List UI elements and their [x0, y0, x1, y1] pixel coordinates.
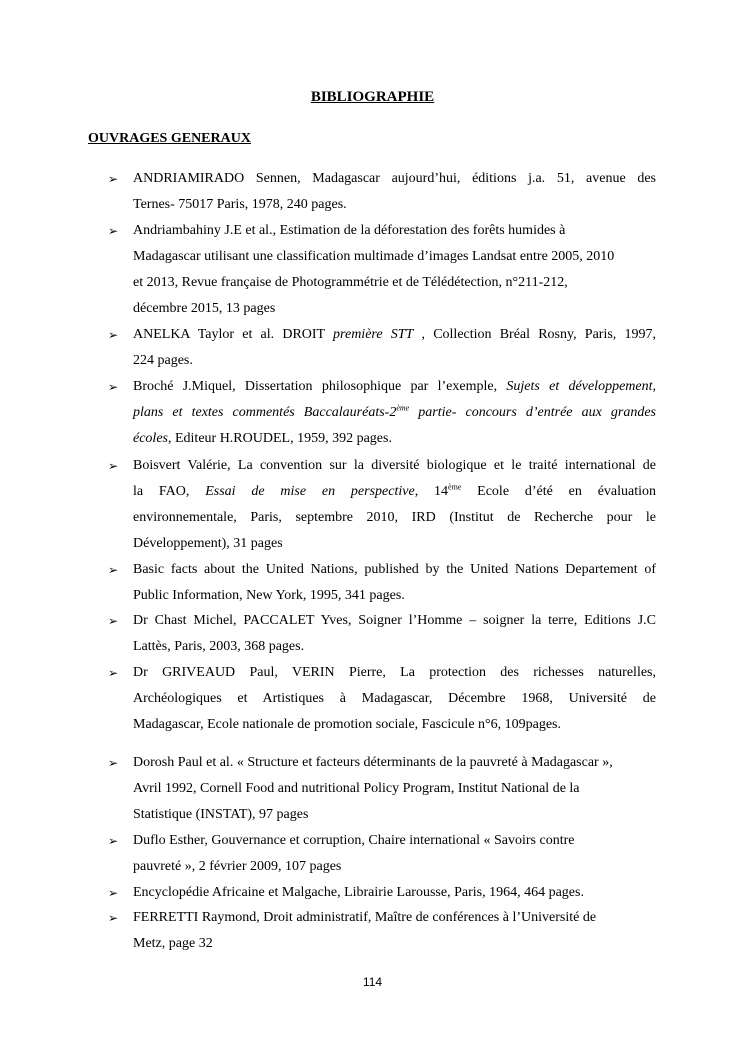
- entry-line: Boisvert Valérie, La convention sur la diversité biologique et le traité international de: [133, 458, 656, 473]
- page-title: BIBLIOGRAPHIE: [310, 89, 435, 105]
- bibliography-entry: [108, 880, 656, 906]
- entry-line: la FAO, Essai de mise en perspective, 14ème Ecole d’été en évaluation: [133, 482, 657, 499]
- arrow-bullet-icon: ➢: [108, 886, 119, 900]
- entry-line: Archéologiques et Artistiques à Madagascar, Décembre 1968, Université de: [133, 691, 656, 706]
- entry-line: Broché J.Miquel, Dissertation philosophique par l’exemple, Sujets et développement,: [133, 379, 656, 394]
- entry-line: Duflo Esther, Gouvernance et corruption, Chaire international « Savoirs contre: [133, 833, 575, 848]
- bibliography-entry: [108, 557, 656, 609]
- bibliography-entry: [108, 166, 656, 218]
- section-heading: OUVRAGES GENERAUX: [88, 131, 251, 146]
- entry-line: Dr Chast Michel, PACCALET Yves, Soigner l’Homme – soigner la terre, Editions J.C: [133, 613, 656, 628]
- bibliography-entry: [108, 453, 656, 557]
- bibliography-entry: [108, 828, 656, 880]
- arrow-bullet-icon: ➢: [108, 380, 119, 394]
- page-number: 114: [362, 975, 383, 989]
- entry-line: FERRETTI Raymond, Droit administratif, Maître de conférences à l’Université de: [133, 910, 597, 925]
- entry-line: environnementale, Paris, septembre 2010, IRD (Institut de Recherche pour le: [133, 510, 656, 525]
- arrow-bullet-icon: ➢: [108, 911, 119, 925]
- arrow-bullet-icon: ➢: [108, 459, 119, 473]
- bibliography-entry: [108, 322, 656, 374]
- bibliography-entry: [108, 218, 656, 322]
- entry-line: Lattès, Paris, 2003, 368 pages.: [133, 639, 305, 654]
- entry-line: pauvreté », 2 février 2009, 107 pages: [133, 859, 342, 874]
- entry-line: Encyclopédie Africaine et Malgache, Librairie Larousse, Paris, 1964, 464 pages.: [133, 885, 584, 900]
- arrow-bullet-icon: ➢: [108, 756, 119, 770]
- entry-line: Metz, page 32: [133, 936, 213, 951]
- arrow-bullet-icon: ➢: [108, 224, 119, 238]
- entry-line: plans et textes commentés Baccalauréats-2ème partie- concours d’entrée aux grandes: [133, 403, 656, 420]
- arrow-bullet-icon: ➢: [108, 328, 119, 342]
- arrow-bullet-icon: ➢: [108, 563, 119, 577]
- entry-line: Madagascar, Ecole nationale de promotion sociale, Fascicule n°6, 109pages.: [133, 717, 562, 732]
- bibliography-entry: [108, 905, 656, 957]
- entry-line: décembre 2015, 13 pages: [133, 301, 276, 316]
- entry-line: 224 pages.: [133, 353, 193, 368]
- entry-line: ANDRIAMIRADO Sennen, Madagascar aujourd’hui, éditions j.a. 51, avenue des: [133, 171, 656, 186]
- entry-line: Dorosh Paul et al. « Structure et facteurs déterminants de la pauvreté à Madagascar »,: [133, 755, 613, 770]
- entry-line: Avril 1992, Cornell Food and nutritional Policy Program, Institut National de la: [133, 781, 580, 796]
- entry-line: Madagascar utilisant une classification multimade d’images Landsat entre 2005, 2010: [133, 249, 615, 264]
- entry-line: Développement), 31 pages: [133, 536, 283, 551]
- entry-line: ANELKA Taylor et al. DROIT première STT , Collection Bréal Rosny, Paris, 1997,: [133, 327, 656, 342]
- entry-line: et 2013, Revue française de Photogrammétrie et de Télédétection, n°211-212,: [133, 275, 568, 290]
- entry-line: Public Information, New York, 1995, 341 pages.: [133, 588, 405, 603]
- arrow-bullet-icon: ➢: [108, 614, 119, 628]
- entry-line: Dr GRIVEAUD Paul, VERIN Pierre, La protection des richesses naturelles,: [133, 665, 656, 680]
- arrow-bullet-icon: ➢: [108, 666, 119, 680]
- entry-line: Statistique (INSTAT), 97 pages: [133, 807, 309, 822]
- entry-line: Ternes- 75017 Paris, 1978, 240 pages.: [133, 197, 347, 212]
- entry-line: Andriambahiny J.E et al., Estimation de la déforestation des forêts humides à: [133, 223, 566, 238]
- arrow-bullet-icon: ➢: [108, 834, 119, 848]
- bibliography-entry: [108, 608, 656, 660]
- bibliography-entry: [108, 750, 656, 828]
- arrow-bullet-icon: ➢: [108, 172, 119, 186]
- bibliography-entry: [108, 374, 656, 452]
- entry-line: écoles, Editeur H.ROUDEL, 1959, 392 pages.: [133, 431, 392, 446]
- entry-line: Basic facts about the United Nations, published by the United Nations Departement of: [133, 562, 656, 577]
- bibliography-entry: [108, 660, 656, 738]
